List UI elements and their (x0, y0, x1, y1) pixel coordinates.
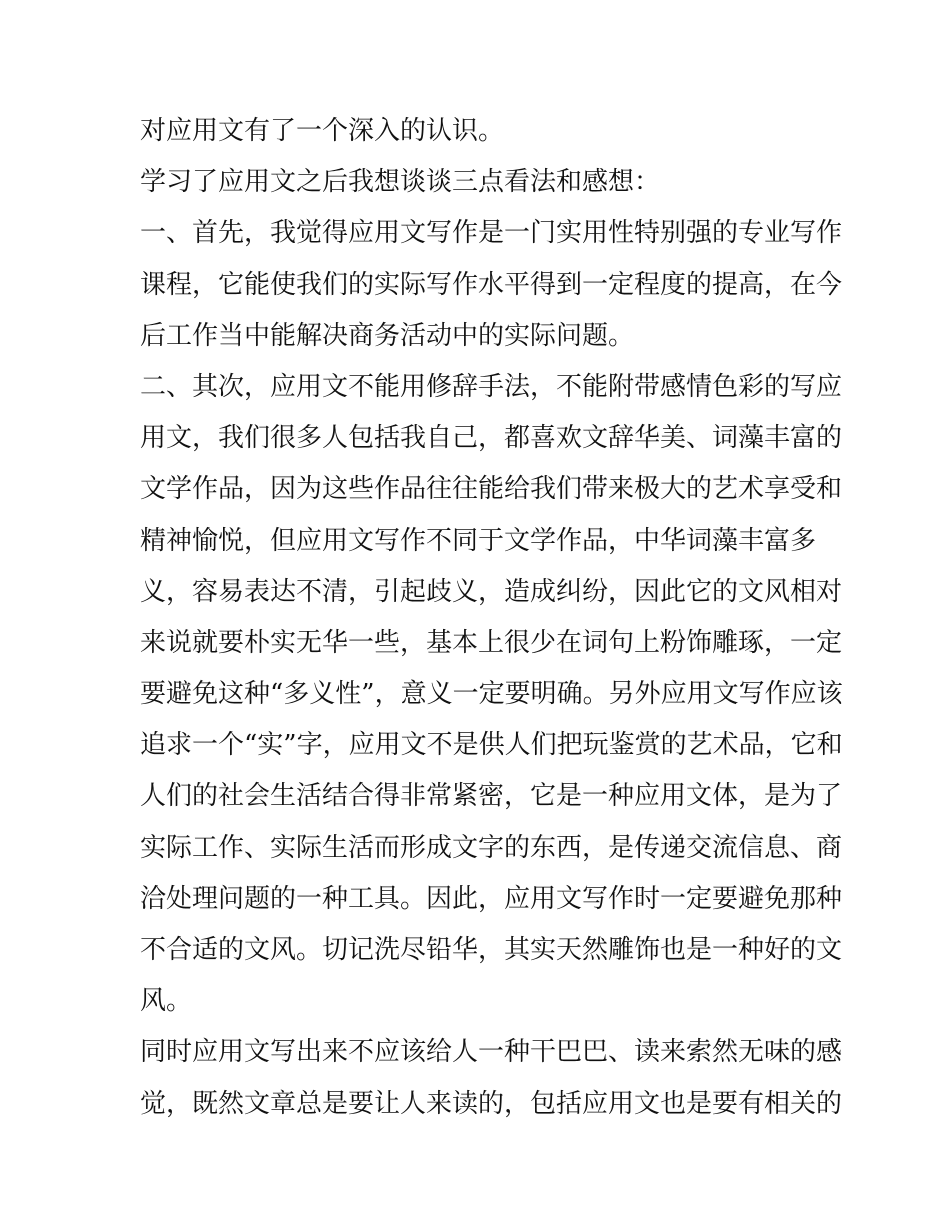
text-line: 要避免这种“多义性”，意义一定要明确。另外应用文写作应该 (140, 679, 843, 710)
text-line: 用文，我们很多人包括我自己，都喜欢文辞华美、词藻丰富的 (140, 423, 843, 454)
text-line: 追求一个“实”字，应用文不是供人们把玩鉴赏的艺术品，它和 (140, 730, 843, 761)
text-line: 义，容易表达不清，引起歧义，造成纠纷，因此它的文风相对 (140, 576, 843, 607)
text-line: 来说就要朴实无华一些，基本上很少在词句上粉饰雕琢，一定 (140, 627, 843, 658)
text-line: 二、其次，应用文不能用修辞手法，不能附带感情色彩的写应 (140, 371, 843, 402)
text-line: 同时应用文写出来不应该给人一种干巴巴、读来索然无味的感 (140, 1037, 843, 1068)
text-line: 洽处理问题的一种工具。因此，应用文写作时一定要避免那种 (140, 883, 843, 914)
text-line: 文学作品，因为这些作品往往能给我们带来极大的艺术享受和 (140, 474, 843, 505)
text-line: 不合适的文风。切记洗尽铅华，其实天然雕饰也是一种好的文 (140, 935, 843, 965)
text-line: 后工作当中能解决商务活动中的实际问题。 (140, 320, 635, 351)
text-line: 精神愉悦，但应用文写作不同于文学作品，中华词藻丰富多 (140, 525, 817, 556)
text-line: 课程，它能使我们的实际写作水平得到一定程度的提高，在今 (140, 269, 843, 300)
text-line: 对应用文有了一个深入的认识。 (140, 116, 505, 146)
text-line: 人们的社会生活结合得非常紧密，它是一种应用文体，是为了 (140, 781, 843, 812)
body-text (140, 106, 843, 1130)
text-line: 实际工作、实际生活而形成文字的东西，是传递交流信息、商 (140, 832, 843, 863)
text-line: 风。 (140, 986, 193, 1017)
text-line: 觉，既然文章总是要让人来读的，包括应用文也是要有相关的 (140, 1088, 843, 1119)
text-line: 一、首先，我觉得应用文写作是一门实用性特别强的专业写作 (140, 218, 843, 249)
text-line: 学习了应用文之后我想谈谈三点看法和感想： (140, 167, 661, 198)
